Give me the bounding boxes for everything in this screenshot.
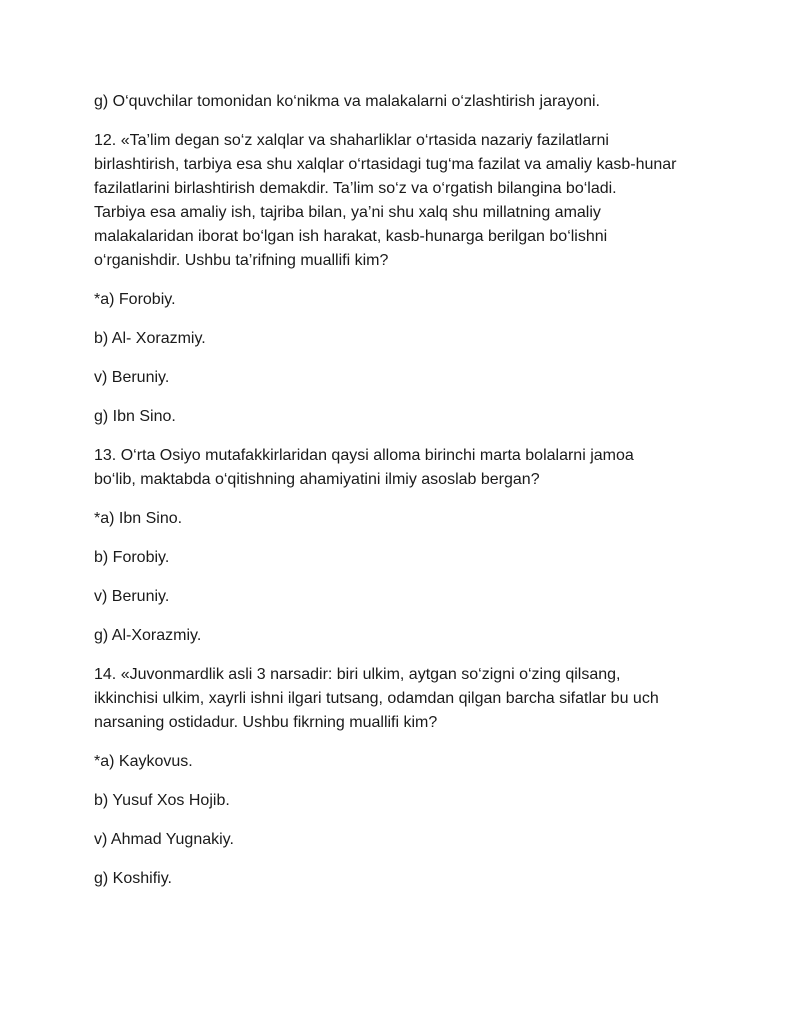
text-line: o‘rganishdir. Ushbu ta’rifning muallifi kim? (94, 252, 389, 269)
text-line: *a) Ibn Sino. (94, 510, 183, 527)
text-line: malakalaridan iborat bo‘lgan ish harakat, kasb-hunarga berilgan bo‘lishni (94, 228, 608, 245)
option-a-q12 (94, 288, 704, 312)
text-line: v) Beruniy. (94, 588, 170, 605)
text-line: 12. «Ta’lim degan so‘z xalqlar va shaharliklar o‘rtasida nazariy fazilatlarni (94, 132, 609, 149)
option-b-q13 (94, 546, 704, 570)
option-g-q12 (94, 405, 704, 429)
text-line: g) O‘quvchilar tomonidan ko‘nikma va malakalarni o‘zlashtirish jarayoni. (94, 93, 600, 110)
option-b-q12 (94, 327, 704, 351)
text-line: b) Al- Xorazmiy. (94, 330, 206, 347)
text-line: v) Ahmad Yugnakiy. (94, 831, 234, 848)
option-a-q14 (94, 750, 704, 774)
question-12 (94, 129, 704, 273)
question-14 (94, 663, 704, 735)
text-line: b) Yusuf Xos Hojib. (94, 792, 230, 809)
option-g-q11 (94, 90, 704, 114)
text-line: fazilatlarini birlashtirish demakdir. Ta’lim so‘z va o‘rgatish bilangina bo‘ladi. (94, 180, 617, 197)
text-line: narsaning ostidadur. Ushbu fikrning muallifi kim? (94, 714, 438, 731)
option-b-q14 (94, 789, 704, 813)
text-line: ikkinchisi ulkim, xayrli ishni ilgari tutsang, odamdan qilgan barcha sifatlar bu uch (94, 690, 659, 707)
text-line: 13. O‘rta Osiyo mutafakkirlaridan qaysi alloma birinchi marta bolalarni jamoa (94, 447, 634, 464)
text-line: Tarbiya esa amaliy ish, tajriba bilan, ya’ni shu xalq shu millatning amaliy (94, 204, 601, 221)
option-v-q13 (94, 585, 704, 609)
text-line: v) Beruniy. (94, 369, 170, 386)
option-v-q12 (94, 366, 704, 390)
text-line: 14. «Juvonmardlik asli 3 narsadir: biri ulkim, aytgan so‘zigni o‘zing qilsang, (94, 666, 621, 683)
text-line: bo‘lib, maktabda o‘qitishning ahamiyatini ilmiy asoslab bergan? (94, 471, 540, 488)
option-g-q13 (94, 624, 704, 648)
option-g-q14 (94, 867, 704, 891)
text-line: *a) Forobiy. (94, 291, 176, 308)
option-v-q14 (94, 828, 704, 852)
option-a-q13 (94, 507, 704, 531)
text-line: b) Forobiy. (94, 549, 170, 566)
text-line: *a) Kaykovus. (94, 753, 193, 770)
text-line: birlashtirish, tarbiya esa shu xalqlar o‘rtasidagi tug‘ma fazilat va amaliy kasb-hunar (94, 156, 677, 173)
document-body (94, 90, 704, 906)
text-line: g) Al-Xorazmiy. (94, 627, 202, 644)
text-line: g) Ibn Sino. (94, 408, 176, 425)
text-line: g) Koshifiy. (94, 870, 172, 887)
question-13 (94, 444, 704, 492)
